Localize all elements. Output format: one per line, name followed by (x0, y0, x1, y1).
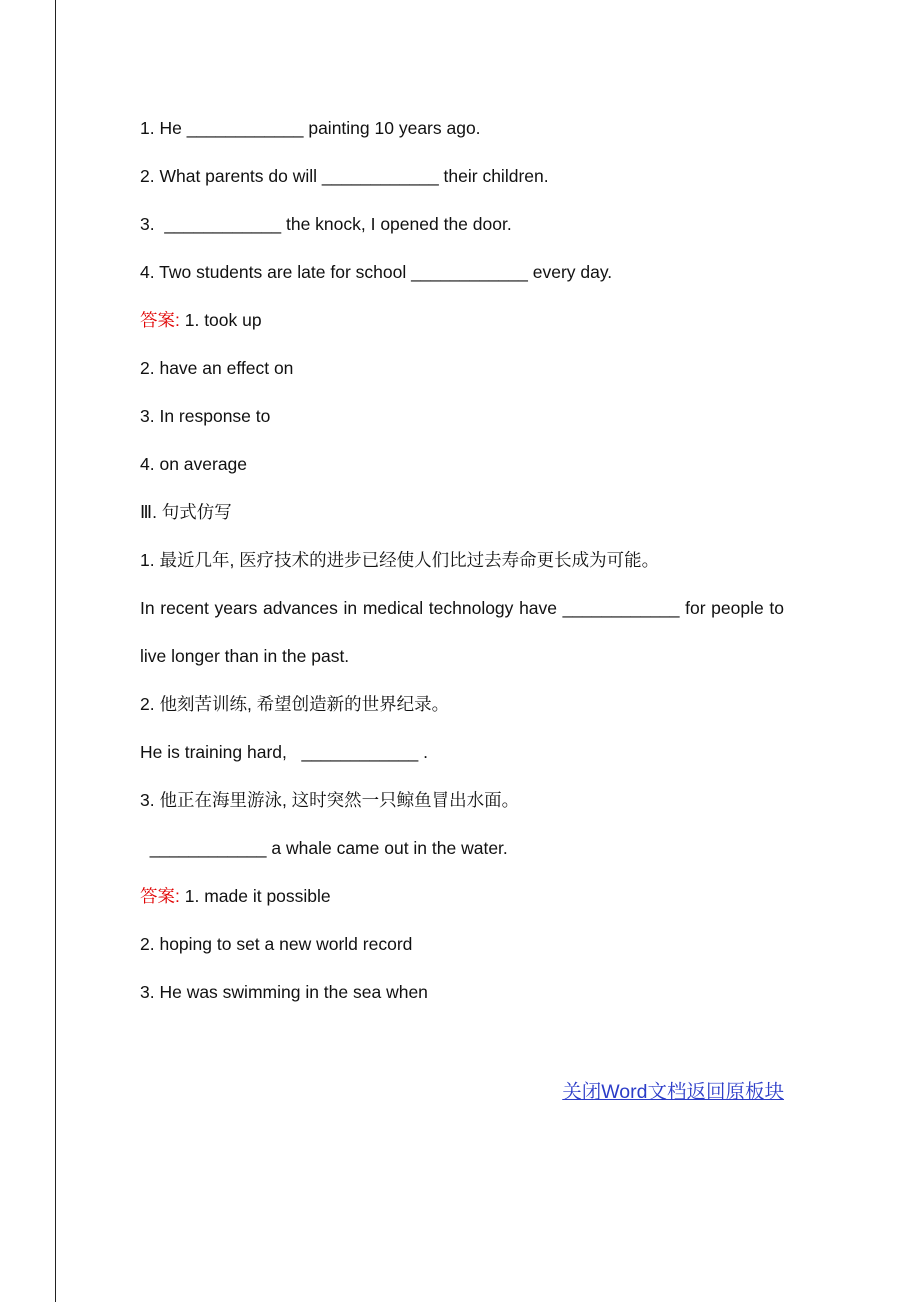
exercise-line-1: 1. He ____________ painting 10 years ago. (140, 118, 481, 138)
sentence-2-chinese: 2. 他刻苦训练, 希望创造新的世界纪录。 (140, 694, 450, 714)
close-word-doc-link[interactable]: 关闭Word文档返回原板块 (562, 1081, 784, 1103)
sentence-1-english: In recent years advances in medical technology have ____________ for people to live longer than in the past. (140, 598, 784, 666)
exercise-line-4: 4. Two students are late for school ____________ every day. (140, 262, 613, 282)
answer-label: 答案: (140, 886, 180, 906)
close-word-doc-link (140, 1068, 784, 1116)
section-heading: Ⅲ. 句式仿写 (140, 502, 232, 522)
exercise-line-2: 2. What parents do will ____________ their children. (140, 166, 549, 186)
sentence-3-chinese: 3. 他正在海里游泳, 这时突然一只鲸鱼冒出水面。 (140, 790, 520, 810)
page-left-border (55, 0, 56, 1302)
sentence-2-english: He is training hard, ____________ . (140, 742, 428, 762)
answer2-line-2: 2. hoping to set a new world record (140, 934, 413, 954)
answer2-line-1: 答案: 1. made it possible (140, 886, 331, 906)
answer2-line-3: 3. He was swimming in the sea when (140, 982, 428, 1002)
exercise-line-3: 3. ____________ the knock, I opened the door. (140, 214, 512, 234)
answer-line-4: 4. on average (140, 454, 248, 474)
sentence-1-chinese: 1. 最近几年, 医疗技术的进步已经使人们比过去寿命更长成为可能。 (140, 550, 660, 570)
document-body (140, 104, 784, 1116)
answer-line-3: 3. In response to (140, 406, 271, 426)
answer-line-1: 答案: 1. took up (140, 310, 262, 330)
answer-label: 答案: (140, 310, 180, 330)
answer-line-2: 2. have an effect on (140, 358, 294, 378)
sentence-3-english: ____________ a whale came out in the water. (140, 838, 508, 858)
